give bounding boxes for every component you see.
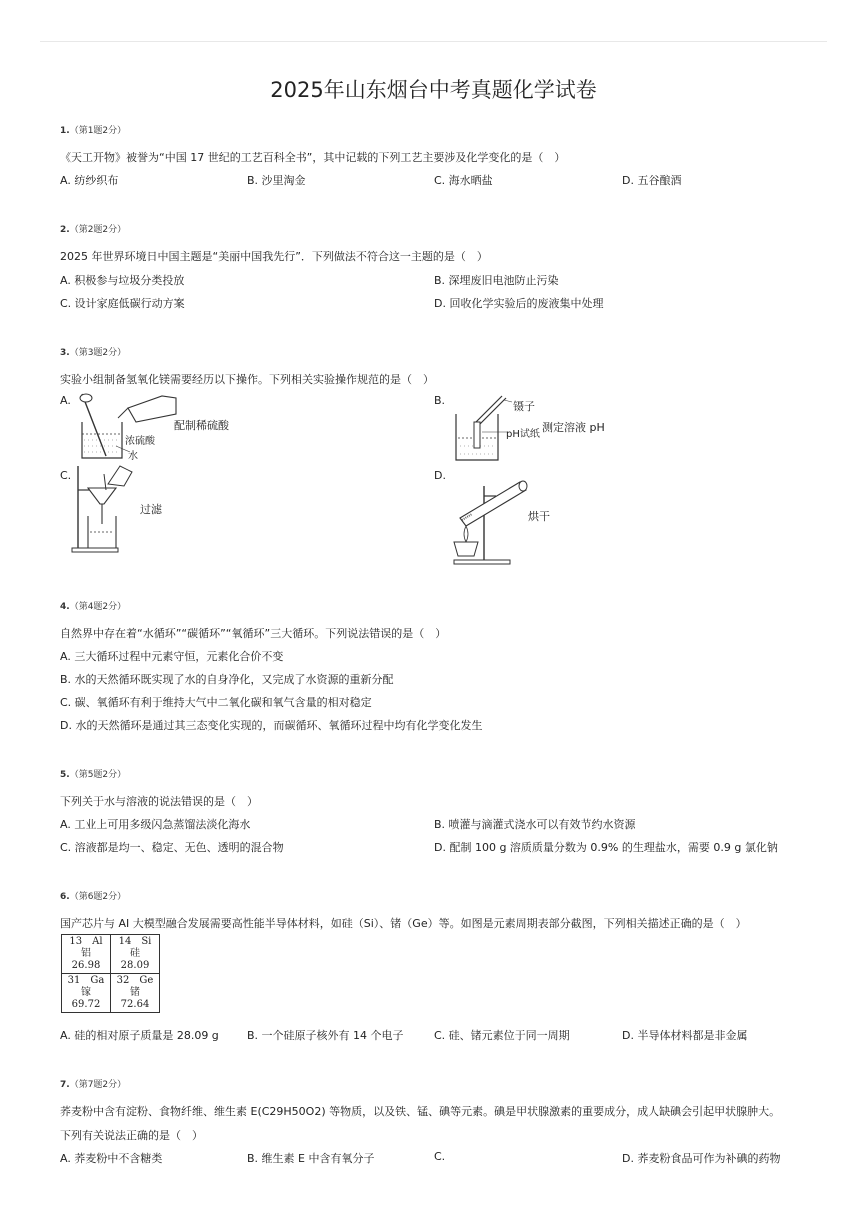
water-label: 水 [128,451,138,462]
q6-option-d[interactable]: D. 半导体材料都是非金属 [622,1029,748,1042]
q1-option-d[interactable]: D. 五谷酿酒 [622,174,682,187]
element-cell-ge [111,974,160,1013]
q1-option-a[interactable]: A. 纺纱织布 [60,174,119,187]
q5-option-d[interactable]: D. 配制 100 g 溶质质量分数为 0.9% 的生理盐水，需要 0.9 g 氯化钠 [434,841,778,854]
q4-option-d[interactable]: D. 水的天然循环是通过其三态变化实现的，而碳循环、氧循环过程中均有化学变化发生 [60,719,483,732]
element-name: 硅 [130,948,140,959]
periodic-table-excerpt [61,934,160,1013]
q1-option-b[interactable]: B. 沙里淘金 [247,174,306,187]
q4-option-c[interactable]: C. 碳、氧循环有利于维持大气中二氧化碳和氧气含量的相对稳定 [60,696,372,709]
question-2-header [60,222,126,235]
q2-option-c[interactable]: C. 设计家庭低碳行动方案 [60,297,185,310]
question-4-header [60,599,126,612]
top-divider [40,41,827,42]
question-7-stem: 荞麦粉中含有淀粉、食物纤维、维生素 E(C29H50O2) 等物质，以及铁、锰、碘等元素。碘是甲状腺激素的重要成分，成人缺碘会引起甲状腺肿大。 [60,1105,781,1118]
q7-option-b[interactable]: B. 维生素 E 中含有氧分子 [247,1152,375,1165]
element-number-symbol: 13 Al [69,936,103,947]
question-meta: （第3题2分） [69,348,127,358]
element-mass: 72.64 [120,999,150,1010]
question-3-header [60,345,126,358]
q2-option-a[interactable]: A. 积极参与垃圾分类投放 [60,274,185,287]
drying-label: 烘干 [528,510,550,523]
element-number-symbol: 32 Ge [116,975,154,986]
q1-option-c[interactable]: C. 海水晒盐 [434,174,493,187]
element-name: 锗 [130,987,140,998]
question-6-header [60,889,126,902]
question-number: 1. [60,126,70,136]
q5-option-a[interactable]: A. 工业上可用多级闪急蒸馏法淡化海水 [60,818,251,831]
question-meta: （第7题2分） [69,1080,127,1090]
question-meta: （第1题2分） [69,126,127,136]
q6-option-c[interactable]: C. 硅、锗元素位于同一周期 [434,1029,570,1042]
question-number: 2. [60,225,70,235]
q3-option-b[interactable]: B. [434,394,446,407]
element-number-symbol: 14 Si [118,936,152,947]
question-number: 5. [60,770,70,780]
question-meta: （第6题2分） [69,892,127,902]
question-1-header [60,123,126,136]
q7-option-c[interactable]: C. [434,1150,446,1163]
question-2-stem: 2025 年世界环境日中国主题是“美丽中国我先行”．下列做法不符合这一主题的是（ ） [60,250,488,263]
filtration-label: 过滤 [140,503,162,516]
element-cell-al [62,935,111,974]
question-5-stem: 下列关于水与溶液的说法错误的是（ ） [60,795,258,808]
question-number: 3. [60,348,70,358]
question-1-stem: 《天工开物》被誉为“中国 17 世纪的工艺百科全书”，其中记载的下列工艺主要涉及化学变化的是（ ） [60,151,566,164]
question-number: 4. [60,602,70,612]
element-name: 镓 [81,987,91,998]
question-5-header [60,767,126,780]
q4-option-b[interactable]: B. 水的天然循环既实现了水的自身净化，又完成了水资源的重新分配 [60,673,394,686]
question-7-stem-continued: 下列有关说法正确的是（ ） [60,1129,203,1142]
element-mass: 26.98 [71,960,101,971]
dilution-label: 配制稀硫酸 [174,419,229,432]
question-4-stem: 自然界中存在着“水循环”“碳循环”“氧循环”三大循环。下列说法错误的是（ ） [60,627,447,640]
acid-label: 浓硫酸 [125,436,155,447]
question-7-header [60,1077,126,1090]
q7-option-a[interactable]: A. 荞麦粉中不含糖类 [60,1152,163,1165]
q3-option-a[interactable]: A. [60,394,71,407]
element-cell-ga [62,974,111,1013]
q2-option-d[interactable]: D. 回收化学实验后的废液集中处理 [434,297,604,310]
q3-option-c[interactable]: C. [60,469,72,482]
page-title: 2025年山东烟台中考真题化学试卷 [270,78,597,102]
question-meta: （第4题2分） [69,602,127,612]
q6-option-a[interactable]: A. 硅的相对原子质量是 28.09 g [60,1029,219,1042]
q4-option-a[interactable]: A. 三大循环过程中元素守恒，元素化合价不变 [60,650,284,663]
ph-paper-label: pH试纸 [506,429,540,440]
tweezers-label: 镊子 [513,400,535,413]
element-mass: 28.09 [120,960,150,971]
q7-option-d[interactable]: D. 荞麦粉食品可作为补碘的药物 [622,1152,781,1165]
ph-measure-label: 测定溶液 pH [542,421,605,434]
q6-option-b[interactable]: B. 一个硅原子核外有 14 个电子 [247,1029,404,1042]
q3-option-d[interactable]: D. [434,469,446,482]
q2-option-b[interactable]: B. 深埋废旧电池防止污染 [434,274,559,287]
question-6-stem: 国产芯片与 AI 大模型融合发展需要高性能半导体材料，如硅（Si）、锗（Ge）等。如图是元素周期表部分截图，下列相关描述正确的是（ ） [60,917,747,930]
question-number: 6. [60,892,70,902]
element-cell-si [111,935,160,974]
question-meta: （第2题2分） [69,225,127,235]
q5-option-c[interactable]: C. 溶液都是均一、稳定、无色、透明的混合物 [60,841,284,854]
filtration-diagram [70,462,150,556]
question-meta: （第5题2分） [69,770,127,780]
dilution-diagram [70,390,180,462]
drying-diagram [450,478,530,568]
question-number: 7. [60,1080,70,1090]
element-name: 铝 [81,948,91,959]
element-mass: 69.72 [71,999,101,1010]
q5-option-b[interactable]: B. 喷灌与滴灌式浇水可以有效节约水资源 [434,818,636,831]
question-3-stem: 实验小组制备氢氧化镁需要经历以下操作。下列相关实验操作规范的是（ ） [60,373,434,386]
element-number-symbol: 31 Ga [67,975,105,986]
